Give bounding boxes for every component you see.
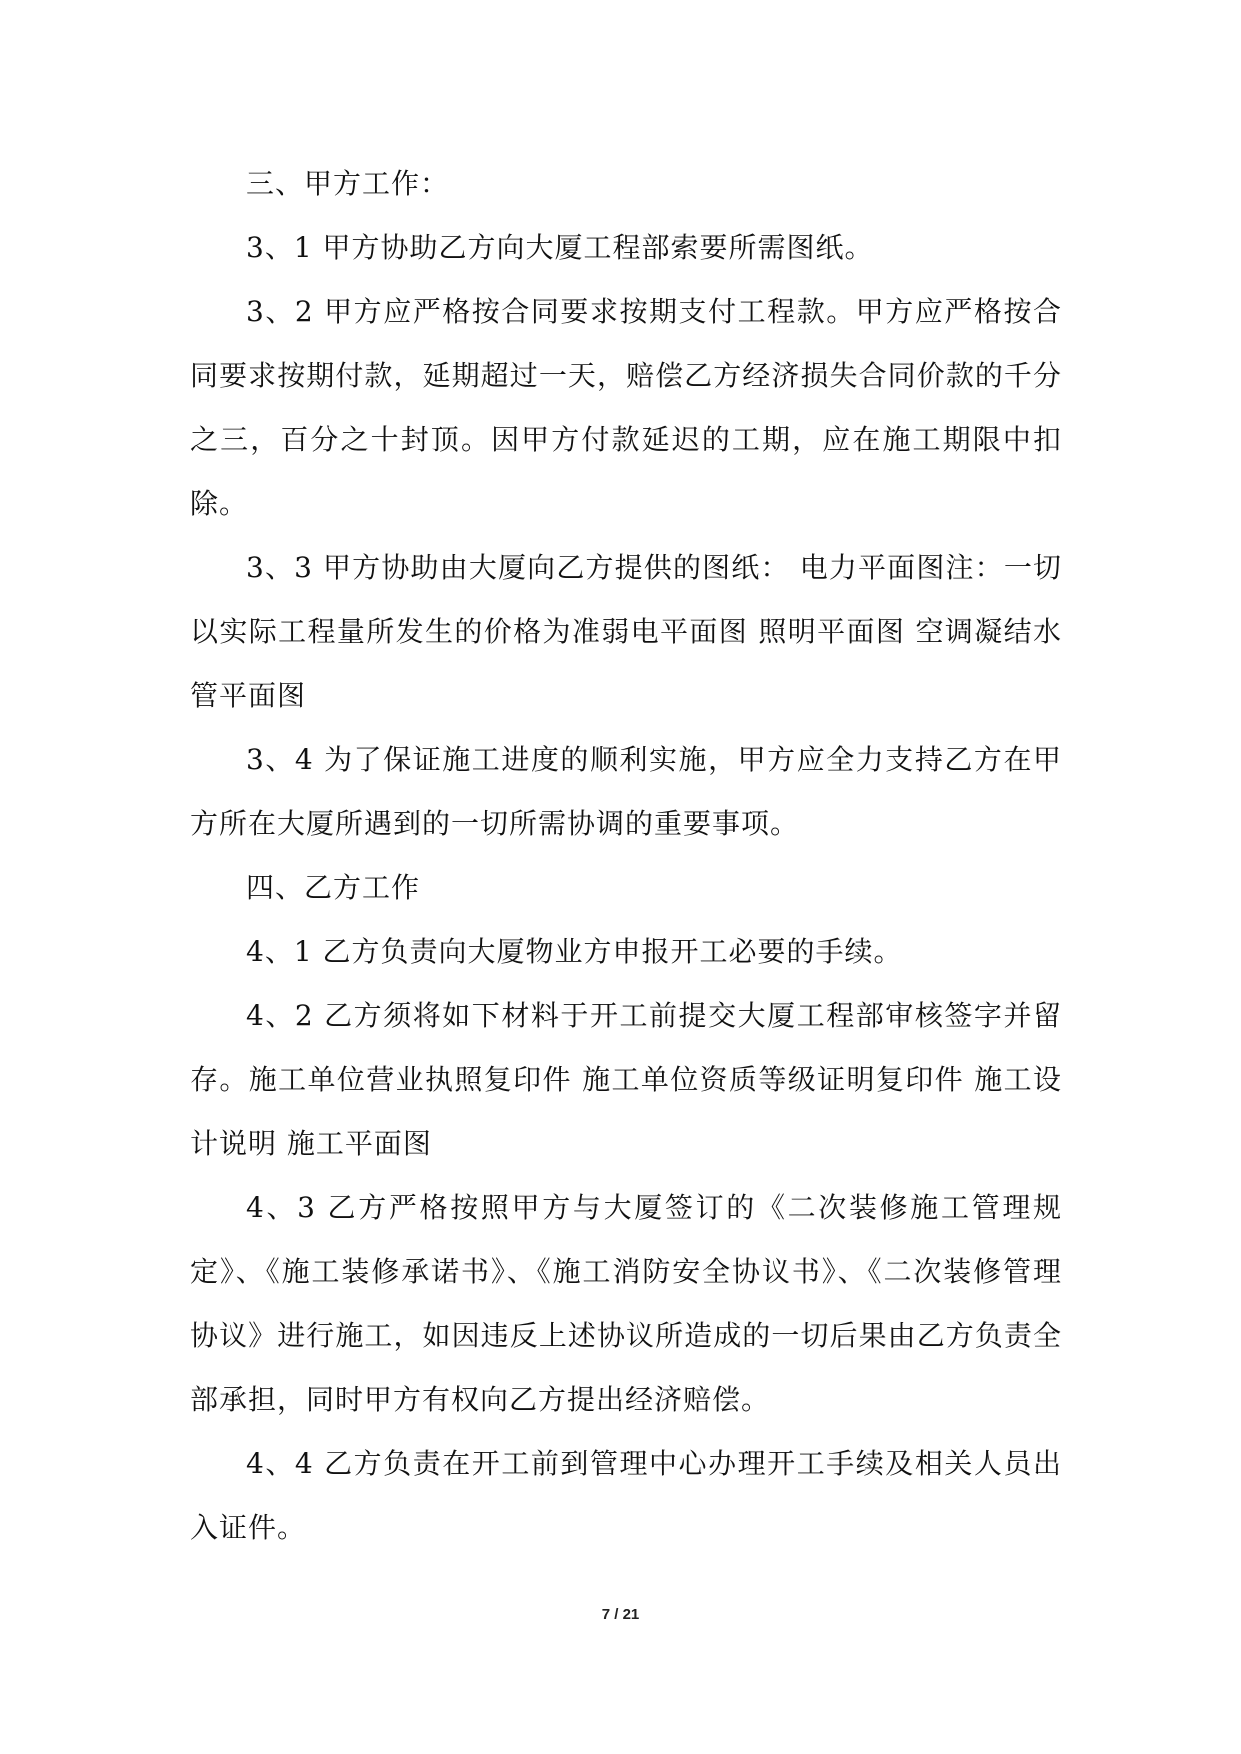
clause-4-4: 4、4 乙方负责在开工前到管理中心办理开工手续及相关人员出入证件。 <box>190 1447 1062 1544</box>
section-heading-party-b: 四、乙方工作 <box>246 871 421 904</box>
page-number: 7 / 21 <box>601 1606 640 1623</box>
clause-4-3: 4、3 乙方严格按照甲方与大厦签订的《二次装修施工管理规定》、《施工装修承诺书》、《施工消防安全协议书》、《二次装修管理协议》进行施工，如因违反上述协议所造成的一切后果由乙方负责全部承担，同时甲方有权向乙方提出经济赔偿。 <box>190 1191 1062 1416</box>
clause-3-3: 3、3 甲方协助由大厦向乙方提供的图纸： 电力平面图注：一切以实际工程量所发生的价格为准弱电平面图 照明平面图 空调凝结水管平面图 <box>190 551 1062 712</box>
clause-4-1: 4、1 乙方负责向大厦物业方申报开工必要的手续。 <box>246 935 903 968</box>
clause-3-4: 3、4 为了保证施工进度的顺利实施，甲方应全力支持乙方在甲方所在大厦所遇到的一切所需协调的重要事项。 <box>190 743 1062 840</box>
document-body <box>190 152 1062 1560</box>
clause-4-2: 4、2 乙方须将如下材料于开工前提交大厦工程部审核签字并留存。施工单位营业执照复印件 施工单位资质等级证明复印件 施工设计说明 施工平面图 <box>190 999 1062 1160</box>
clause-3-1: 3、1 甲方协助乙方向大厦工程部索要所需图纸。 <box>246 231 874 264</box>
clause-3-2: 3、2 甲方应严格按合同要求按期支付工程款。甲方应严格按合同要求按期付款，延期超过一天，赔偿乙方经济损失合同价款的千分之三，百分之十封顶。因甲方付款延迟的工期，应在施工期限中扣除。 <box>190 295 1062 520</box>
section-heading-party-a: 三、甲方工作： <box>246 167 450 200</box>
